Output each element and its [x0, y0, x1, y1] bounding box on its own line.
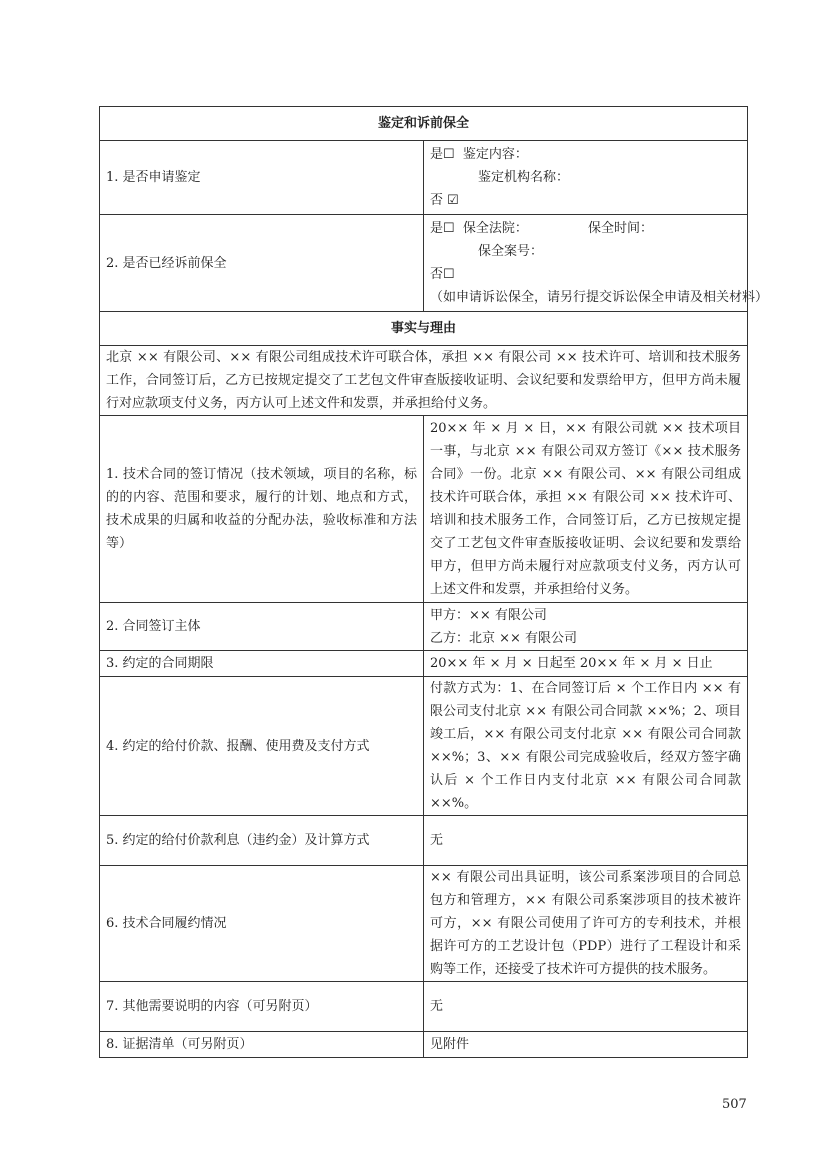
performance-label: 6. 技术合同履约情况 — [100, 866, 424, 982]
party-a: 甲方：×× 有限公司 — [430, 607, 547, 623]
preservation-yes-checkbox[interactable]: 是☐ — [430, 221, 455, 236]
payment-terms-label: 4. 约定的给付价款、报酬、使用费及支付方式 — [100, 677, 424, 816]
section-title-facts: 事实与理由 — [100, 312, 748, 346]
preservation-case-label: 保全案号： — [478, 244, 544, 259]
contract-signing-label: 1. 技术合同的签订情况（技术领域，项目的名称，标的的内容、范围和要求，履行的计划、地点和方式，技术成果的归属和收益的分配办法，验收标准和方法等） — [100, 416, 424, 603]
page-number: 507 — [722, 1097, 747, 1112]
interest-label: 5. 约定的给付价款利息（违约金）及计算方式 — [100, 816, 424, 866]
appraisal-question-label: 1. 是否申请鉴定 — [100, 141, 424, 215]
appraisal-org-label: 鉴定机构名称： — [478, 170, 570, 185]
preservation-court-label: 保全法院： — [462, 221, 528, 236]
other-notes-label: 7. 其他需要说明的内容（可另附页） — [100, 982, 424, 1032]
section-title-appraisal: 鉴定和诉前保全 — [100, 107, 748, 141]
appraisal-answer-cell — [424, 141, 748, 215]
other-notes-content: 无 — [424, 982, 748, 1032]
contract-term-content: 20×× 年 × 月 × 日起至 20×× 年 × 月 × 日止 — [424, 651, 748, 677]
facts-summary: 北京 ×× 有限公司、×× 有限公司组成技术许可联合体，承担 ×× 有限公司 ×× 技术许可、培训和技术服务工作，合同签订后，乙方已按规定提交了工艺包文件审查版接收证明、会议纪要和发票给甲方，但甲方尚未履行对应款项支付义务，丙方认可上述文件和发票，并承担给付义务。 — [100, 346, 748, 416]
preservation-answer-cell — [424, 215, 769, 312]
contract-term-label: 3. 约定的合同期限 — [100, 651, 424, 677]
interest-content: 无 — [424, 816, 748, 866]
contract-signing-content: 20×× 年 × 月 × 日，×× 有限公司就 ×× 技术项目一事，与北京 ×× 有限公司双方签订《×× 技术服务合同》一份。北京 ×× 有限公司、×× 有限公司组成技术许可联合体，承担 ×× 有限公司 ×× 技术许可、培训和技术服务工作，合同签订后，乙方已按规定提交了工艺包文件审查版接收证明、会议纪要和发票给甲方，但甲方尚未履行对应款项支付义务，丙方认可上述文件和发票，并承担给付义务。 — [424, 416, 748, 603]
complaint-form-table — [99, 106, 769, 1058]
preservation-no-checkbox[interactable]: 否☐ — [430, 267, 455, 282]
preservation-question-label: 2. 是否已经诉前保全 — [100, 215, 424, 312]
appraisal-yes-checkbox[interactable]: 是☐ — [430, 147, 455, 162]
contract-parties-content — [424, 603, 748, 651]
party-b: 乙方：北京 ×× 有限公司 — [430, 630, 578, 646]
appraisal-content-label: 鉴定内容： — [462, 147, 528, 162]
payment-terms-content: 付款方式为：1、在合同签订后 × 个工作日内 ×× 有限公司支付北京 ×× 有限公司合同款 ××%；2、项目竣工后，×× 有限公司支付北京 ×× 有限公司合同款 ××%；3、×× 有限公司完成验收后，经双方签字确认后 × 个工作日内支付北京 ×× 有限公司合同款 ××%。 — [424, 677, 748, 816]
performance-content: ×× 有限公司出具证明，该公司系案涉项目的合同总包方和管理方，×× 有限公司系案涉项目的技术被许可方，×× 有限公司使用了许可方的专利技术，并根据许可方的工艺设计包（PDP）进行了工程设计和采购等工作，还接受了技术许可方提供的技术服务。 — [424, 866, 748, 982]
appraisal-no-checkbox[interactable]: 否 ☑ — [430, 193, 459, 208]
preservation-time-label: 保全时间： — [587, 221, 653, 236]
contract-parties-label: 2. 合同签订主体 — [100, 603, 424, 651]
evidence-list-content: 见附件 — [424, 1032, 748, 1058]
evidence-list-label: 8. 证据清单（可另附页） — [100, 1032, 424, 1058]
preservation-note: （如申请诉讼保全，请另行提交诉讼保全申请及相关材料） — [430, 290, 769, 305]
